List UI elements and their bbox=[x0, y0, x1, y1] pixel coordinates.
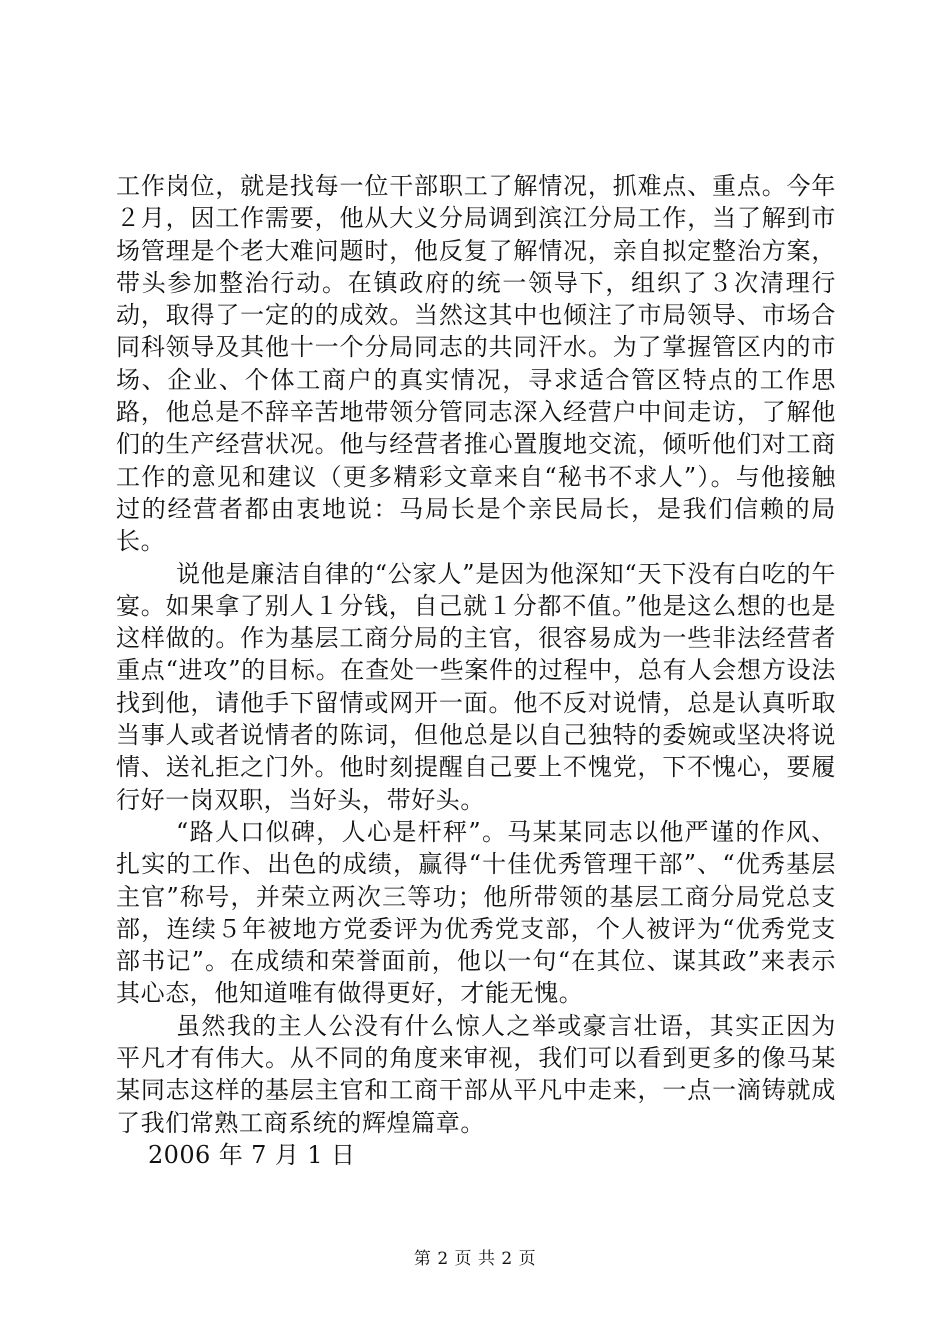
document-date: 2006 年 7 月 1 日 bbox=[148, 1140, 356, 1169]
paragraph-3: “路人口似碑，人心是杆秤”。马某某同志以他严谨的作风、扎实的工作、出色的成绩，赢得“十佳优秀管理干部”、“优秀基层主官”称号，并荣立两次三等功；他所带领的基层工商分局党总支部，连续５年被地方党委评为优秀党支部，个人被评为“优秀党支部书记”。在成绩和荣誉面前，他以一句“在其位、谋其政”来表示其心态，他知道唯有做得更好，才能无愧。 bbox=[116, 817, 836, 1008]
document-body bbox=[116, 170, 836, 1171]
paragraph-1: 工作岗位，就是找每一位干部职工了解情况，抓难点、重点。今年２月，因工作需要，他从大义分局调到滨江分局工作，当了解到市场管理是个老大难问题时，他反复了解情况，亲自拟定整治方案，带头参加整治行动。在镇政府的统一领导下，组织了３次清理行动，取得了一定的的成效。当然这其中也倾注了市局领导、市场合同科领导及其他十一个分局同志的共同汗水。为了掌握管区内的市场、企业、个体工商户的真实情况，寻求适合管区特点的工作思路，他总是不辞辛苦地带领分管同志深入经营户中间走访，了解他们的生产经营状况。他与经营者推心置腹地交流，倾听他们对工商工作的意见和建议（更多精彩文章来自“秘书不求人”）。与他接触过的经营者都由衷地说：马局长是个亲民局长，是我们信赖的局长。 bbox=[116, 172, 836, 556]
paragraph-4: 虽然我的主人公没有什么惊人之举或豪言壮语，其实正因为平凡才有伟大。从不同的角度来审视，我们可以看到更多的像马某某同志这样的基层主官和工商干部从平凡中走来，一点一滴铸就成了我们常熟工商系统的辉煌篇章。 bbox=[116, 1011, 836, 1137]
paragraph-2: 说他是廉洁自律的“公家人”是因为他深知“天下没有白吃的午宴。如果拿了别人１分钱，自己就１分都不值。”他是这么想的也是这样做的。作为基层工商分局的主官，很容易成为一些非法经营者重点“进攻”的目标。在查处一些案件的过程中，总有人会想方设法找到他，请他手下留情或网开一面。他不反对说情，总是认真听取当事人或者说情者的陈词，但他总是以自己独特的委婉或坚决将说情、送礼拒之门外。他时刻提醒自己要上不愧党，下不愧心，要履行好一岗双职，当好头，带好头。 bbox=[116, 559, 836, 814]
page-number-footer: 第 2 页 共 2 页 bbox=[413, 1249, 537, 1269]
